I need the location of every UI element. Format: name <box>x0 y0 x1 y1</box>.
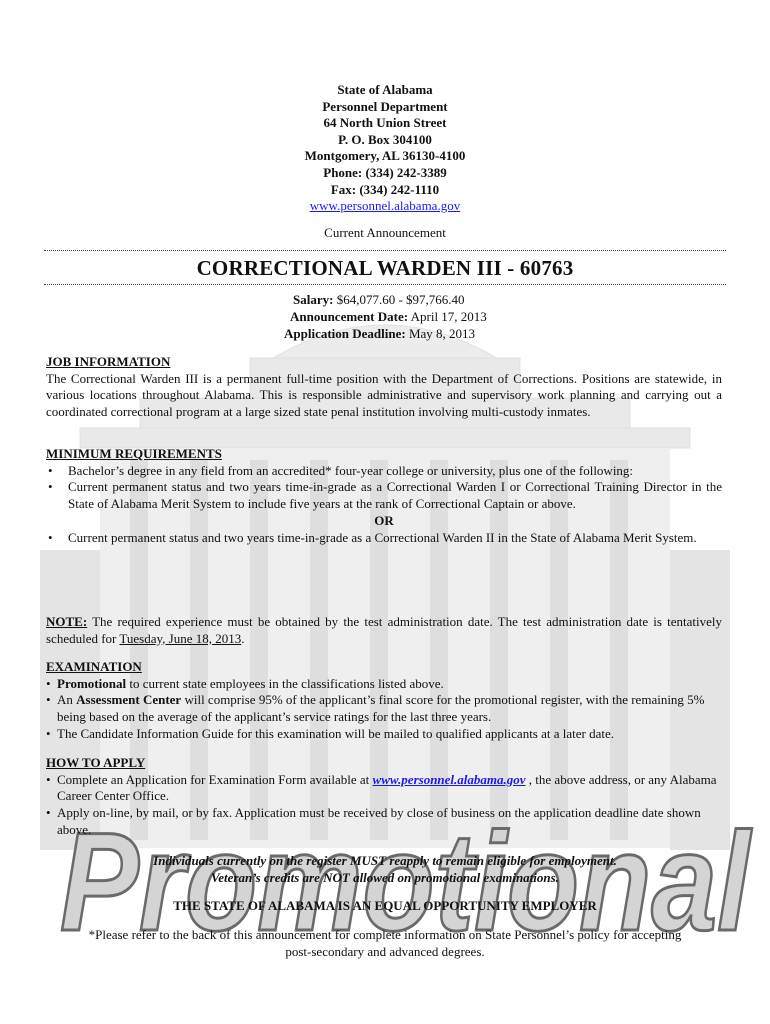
agency-address <box>0 82 770 215</box>
examination-heading: EXAMINATION <box>46 659 142 674</box>
minimum-requirements-heading: MINIMUM REQUIREMENTS <box>46 446 222 461</box>
note-end: . <box>241 630 245 646</box>
title-divider <box>44 284 726 285</box>
address-line: Phone: (334) 242-3389 <box>323 164 447 180</box>
bullet-icon: • <box>46 675 51 691</box>
how-to-apply-section <box>46 755 722 839</box>
address-line: Montgomery, AL 36130-4100 <box>304 148 466 164</box>
website-link[interactable]: www.personnel.alabama.gov <box>309 198 461 214</box>
exam-item-text: will comprise 95% of the applicant’s final score for the promotional register, with the remaining 5% being based on the average of the applicant’s service ratings for the last three years. <box>57 692 705 725</box>
bullet-icon: • <box>48 462 53 478</box>
or-separator: OR <box>374 512 394 528</box>
exam-item <box>46 692 722 725</box>
degree-policy-line: *Please refer to the back of this announcement for complete information on State Personnel’s policy for accepting <box>88 927 682 942</box>
job-title: CORRECTIONAL WARDEN III - 60763 <box>196 256 574 280</box>
deadline-value: May 8, 2013 <box>405 326 476 341</box>
requirement-item <box>46 530 722 547</box>
bullet-icon: • <box>48 529 53 545</box>
announcement-date-line <box>290 309 487 326</box>
top-divider <box>44 250 726 251</box>
exam-item-bold: Assessment Center <box>76 692 182 708</box>
apply-item-text: Complete an Application for Examination Form available at <box>57 771 373 787</box>
degree-policy-line: post-secondary and advanced degrees. <box>285 943 485 959</box>
salary-label: Salary: <box>293 292 334 307</box>
watermark-text: Promotional <box>60 818 753 948</box>
apply-item-text: , the above address, or any Alabama Career Center Office. <box>57 771 717 804</box>
note-text: The required experience must be obtained by the test administration date. The test administration date is tentatively scheduled for <box>46 614 722 646</box>
register-notice <box>0 853 770 886</box>
salary-value: $64,077.60 - $97,766.40 <box>333 292 465 307</box>
exam-item-text: to current state employees in the classifications listed above. <box>126 675 444 691</box>
examination-section <box>46 659 722 743</box>
job-information-heading: JOB INFORMATION <box>46 354 171 369</box>
announcement-date-value: April 17, 2013 <box>408 309 487 324</box>
exam-item-text: The Candidate Information Guide for this examination will be mailed to qualified applicants at a later date. <box>57 725 615 741</box>
deadline-label: Application Deadline: <box>284 326 406 341</box>
personnel-website-link[interactable]: www.personnel.alabama.gov <box>372 771 526 787</box>
requirement-text: Current permanent status and two years time-in-grade as a Correctional Warden I or Correctional Training Director in the State of Alabama Merit System to include five years at the rank of Correctional Captain or above. <box>68 479 722 512</box>
announcement-date-label: Announcement Date: <box>290 309 409 324</box>
requirement-item <box>46 463 722 480</box>
eeo-statement: THE STATE OF ALABAMA IS AN EQUAL OPPORTUNITY EMPLOYER <box>173 898 597 913</box>
address-line: P. O. Box 304100 <box>338 131 432 147</box>
veterans-notice-line: Veteran’s credits are NOT allowed on promotional examinations. <box>211 869 559 885</box>
address-line: Personnel Department <box>322 98 448 114</box>
address-line: Fax: (334) 242-1110 <box>330 181 440 197</box>
exam-item-text: An <box>57 692 77 708</box>
apply-item-text: Apply on-line, by mail, or by fax. Application must be received by close of business on the application deadline date shown above. <box>57 805 701 837</box>
minimum-requirements-section <box>46 446 722 546</box>
exam-item-bold: Promotional <box>57 675 127 691</box>
bullet-icon: • <box>46 692 51 708</box>
job-information-section <box>46 354 722 421</box>
register-notice-line: Individuals currently on the register MUST reapply to remain eligible for employment. <box>153 853 617 868</box>
degree-policy-note <box>0 927 770 960</box>
address-line: 64 North Union Street <box>323 115 447 131</box>
requirement-item <box>46 479 722 512</box>
bullet-icon: • <box>46 725 51 741</box>
current-announcement-label: Current Announcement <box>324 225 446 240</box>
salary-line <box>293 292 465 309</box>
requirement-text: Bachelor’s degree in any field from an accredited* four-year college or university, plus one of the following: <box>68 462 634 478</box>
exam-item <box>46 676 722 693</box>
apply-item <box>46 772 722 805</box>
bullet-icon: • <box>46 805 51 821</box>
bullet-icon: • <box>46 771 51 787</box>
test-date: Tuesday, June 18, 2013 <box>119 630 242 646</box>
requirement-text: Current permanent status and two years time-in-grade as a Correctional Warden II in the State of Alabama Merit System. <box>68 529 697 545</box>
job-information-text: The Correctional Warden III is a permanent full-time position with the Department of Corrections. Positions are statewide, in various locations throughout Alabama. This is responsible administrative and supervisory work planning and carrying out a coordinated correctional program at a large sized state penal institution involving multi-custody inmates. <box>46 370 722 420</box>
apply-item <box>46 805 722 838</box>
note-section <box>46 614 722 647</box>
note-label: NOTE: <box>46 614 88 629</box>
exam-item <box>46 726 722 743</box>
how-to-apply-heading: HOW TO APPLY <box>46 755 146 770</box>
deadline-line <box>284 326 475 343</box>
address-line: State of Alabama <box>337 82 433 97</box>
bullet-icon: • <box>48 479 53 495</box>
